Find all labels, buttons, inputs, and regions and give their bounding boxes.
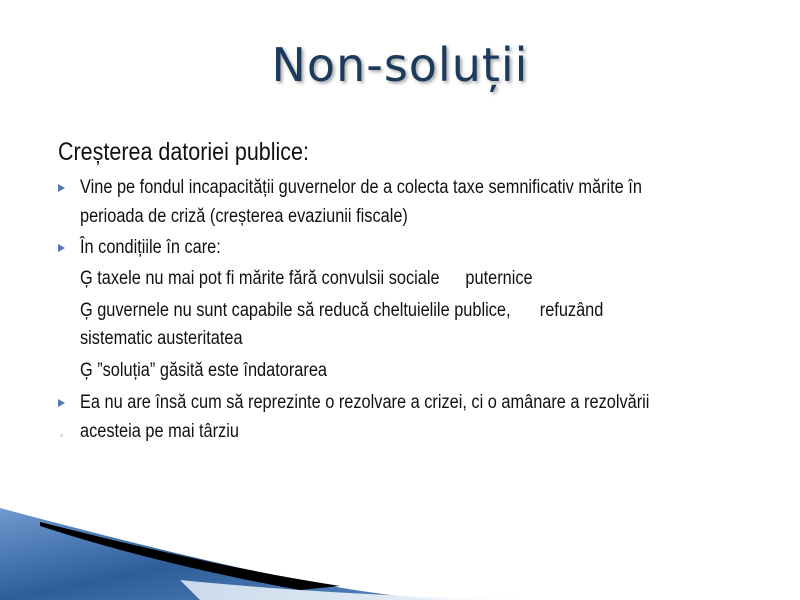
bullet-line: În condițiile în care:: [80, 237, 221, 258]
bullet-item: [58, 233, 738, 262]
sub-item-text-end: puternice: [465, 268, 533, 289]
heading-colon: :: [303, 138, 309, 166]
bullet-line: acesteia pe mai târziu: [80, 421, 239, 442]
sub-bullet-glyph: Ģ: [80, 360, 93, 381]
decorative-wave: [0, 480, 800, 600]
sub-item-continuation: sistematic austeritatea: [80, 328, 243, 349]
sub-item: [80, 264, 738, 294]
section-heading: [58, 138, 643, 167]
bullet-arrow-icon: [58, 184, 65, 192]
sub-item: [80, 356, 738, 386]
sub-item-text: ”soluția” găsită este îndatorarea: [97, 360, 328, 381]
sub-bullet-glyph: Ģ: [80, 268, 93, 289]
heading-text: Creșterea datoriei publice: [58, 138, 304, 166]
sub-item-text: guvernele nu sunt capabile să reducă cheltuielile publice,: [97, 300, 511, 321]
slide-title: Non-soluții: [271, 38, 529, 92]
bullet-line: Vine pe fondul incapacității guvernelor de a colecta taxe semnificativ mărite în: [80, 177, 642, 198]
sub-item: [80, 296, 738, 326]
faint-bullet-mark: [60, 434, 63, 437]
slide-content: [58, 138, 738, 448]
bullet-arrow-icon: [58, 399, 65, 407]
bullet-item: [58, 388, 738, 446]
sub-item-text-end: refuzând: [539, 300, 604, 321]
bullet-list: [58, 173, 738, 262]
bullet-line: perioada de criză (creșterea evaziunii fiscale): [80, 206, 408, 227]
bullet-list-end: [58, 388, 738, 446]
sub-bullet-glyph: Ģ: [80, 300, 93, 321]
bullet-line: Ea nu are însă cum să reprezinte o rezolvare a crizei, ci o amânare a rezolvării: [80, 392, 650, 413]
bullet-item: [58, 173, 738, 231]
sub-item-text: taxele nu mai pot fi mărite fără convulsii sociale: [97, 268, 440, 289]
bullet-arrow-icon: [58, 244, 65, 252]
